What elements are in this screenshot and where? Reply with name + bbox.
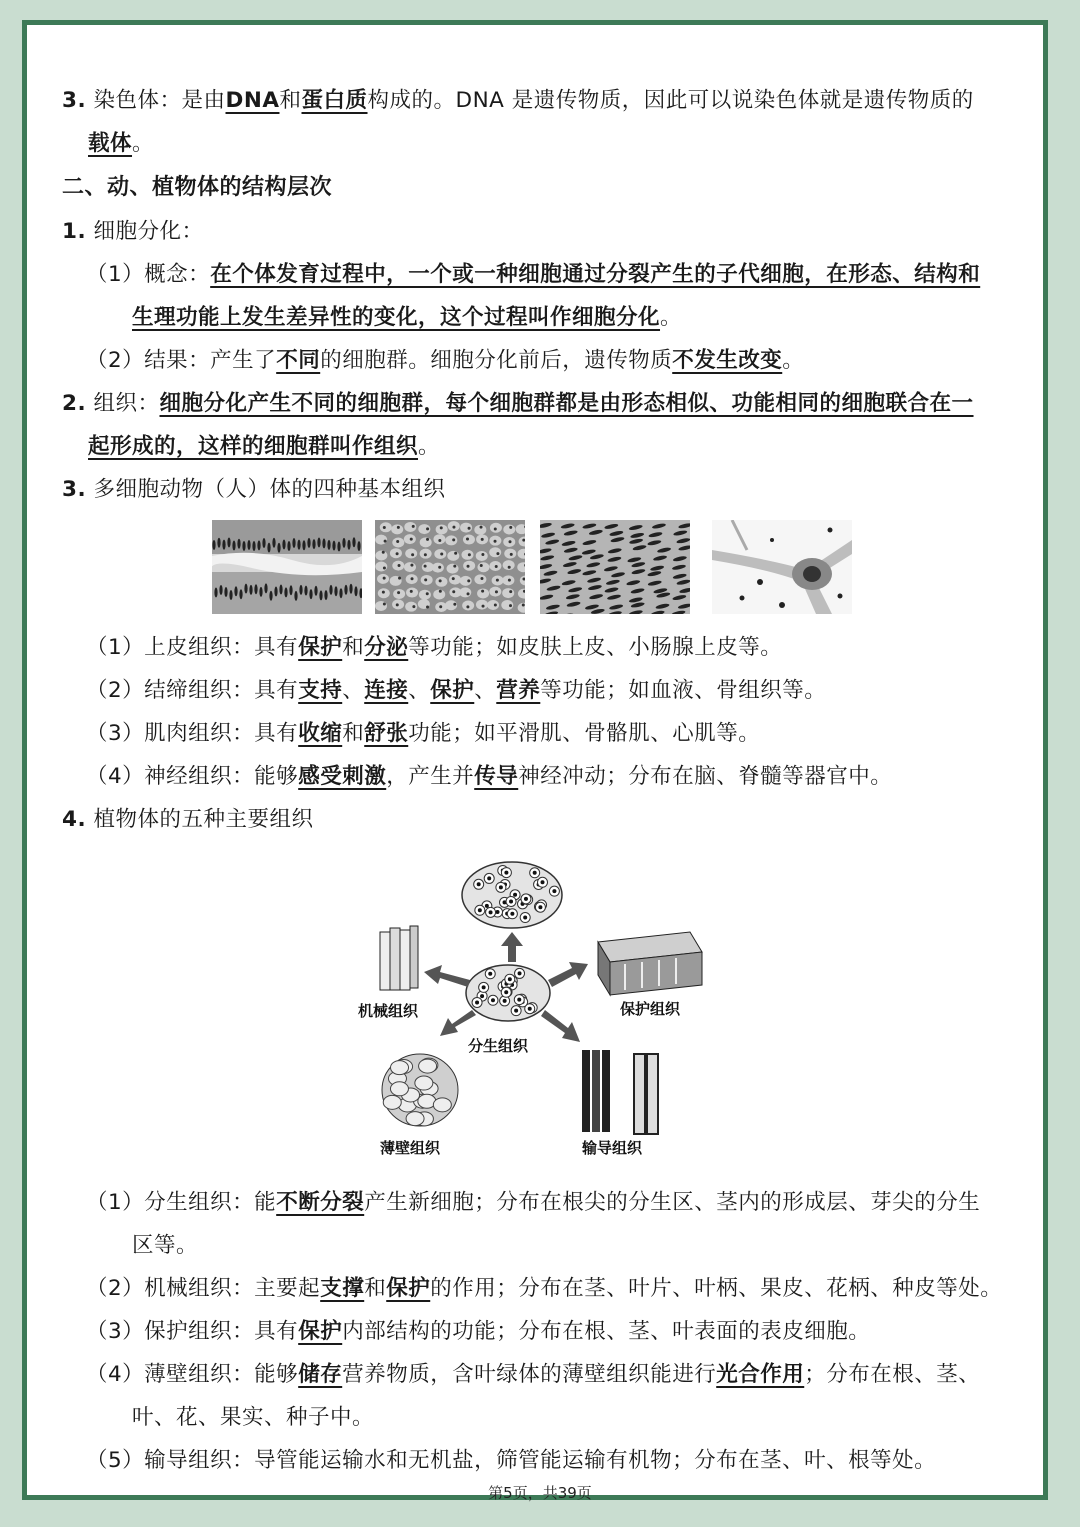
texture-mark [477, 562, 489, 572]
texture-mark [410, 564, 413, 567]
keyword: 分泌 [364, 635, 409, 660]
plant-item-mechanical [86, 1274, 1002, 1304]
texture-mark [324, 590, 327, 600]
texture-mark [294, 591, 297, 601]
texture-mark [339, 588, 342, 598]
keyword: 传导 [474, 764, 519, 789]
texture-mark [485, 904, 489, 908]
texture-mark [453, 565, 456, 568]
texture-mark [468, 553, 471, 556]
texture-mark [496, 552, 499, 555]
texture-mark [375, 551, 387, 561]
text-segment: 功能；如平滑肌、骨骼肌、心肌等。 [408, 721, 761, 746]
texture-mark [382, 551, 385, 554]
text-segment: （5）输导组织：导管能运输水和无机盐，筛管能运输有机物；分布在茎、叶、根等处。 [86, 1448, 937, 1473]
texture-mark [277, 543, 280, 553]
texture-mark [463, 535, 475, 545]
mechanical-tissue-drawing [380, 926, 418, 990]
texture-mark [439, 590, 442, 593]
texture-mark [478, 908, 482, 912]
texture-mark [454, 552, 457, 555]
texture-mark [480, 564, 483, 567]
texture-mark [249, 585, 252, 595]
meristem-derived-cells-top [462, 862, 562, 928]
texture-mark [227, 537, 230, 547]
texture-mark [508, 579, 511, 582]
texture-mark [509, 540, 512, 543]
texture-mark [396, 603, 399, 606]
keyword: 不断分裂 [276, 1190, 365, 1215]
keyword: 收缩 [298, 721, 343, 746]
texture-mark [382, 591, 385, 594]
texture-mark [467, 579, 470, 582]
differentiation-result: （2）结果：产生了不同的细胞群。细胞分化前后，遗传物质不发生改变。 [86, 348, 805, 373]
plant-item-meristem [86, 1188, 980, 1218]
texture-mark [254, 584, 257, 594]
texture-mark [476, 600, 488, 610]
texture-mark [332, 541, 335, 551]
texture-mark [312, 539, 315, 549]
texture-mark [252, 541, 255, 551]
texture-mark [482, 605, 485, 608]
texture-mark [489, 910, 493, 914]
texture-mark [282, 540, 285, 550]
label-meristem: 分生组织 [468, 1037, 529, 1055]
texture-mark [481, 538, 484, 541]
texture-mark [384, 540, 387, 543]
texture-mark [495, 590, 498, 593]
texture-mark [287, 541, 290, 551]
texture-mark [264, 583, 267, 593]
text-segment: 等功能；如血液、骨组织等。 [540, 678, 827, 703]
plant-item-conducting [86, 1446, 936, 1476]
texture-mark [509, 526, 512, 529]
texture-mark [334, 586, 337, 596]
nerve-tissue-image [712, 520, 852, 614]
keyword: 保护 [386, 1276, 431, 1301]
text-segment: ，产生并 [386, 764, 475, 789]
texture-mark [474, 574, 486, 584]
texture-mark [299, 585, 302, 595]
texture-mark [398, 577, 401, 580]
texture-mark [487, 876, 491, 880]
animal-item-epithelial [86, 633, 782, 663]
texture-mark [383, 566, 386, 569]
texture-mark [229, 590, 232, 600]
texture-mark [314, 586, 317, 596]
texture-mark [467, 565, 470, 568]
texture-mark [509, 899, 513, 903]
texture-mark [426, 538, 429, 541]
texture-mark [383, 603, 386, 606]
texture-mark [317, 537, 320, 547]
texture-mark [499, 885, 503, 889]
text-segment: 区等。 [132, 1233, 199, 1258]
texture-mark [342, 538, 345, 548]
texture-mark [412, 525, 415, 528]
text-segment: 神经冲动；分布在脑、脊髓等器官中。 [518, 764, 893, 789]
texture-mark [396, 552, 399, 555]
texture-mark [405, 549, 417, 559]
keyword: 支持 [298, 678, 343, 703]
connective-tissue-image [375, 520, 525, 614]
keyword: 储存 [298, 1362, 343, 1387]
texture-mark [397, 526, 400, 529]
texture-mark [476, 551, 488, 561]
texture-mark [224, 587, 227, 597]
texture-mark [432, 563, 444, 573]
texture-mark [495, 910, 499, 914]
texture-mark [375, 601, 387, 611]
texture-mark [420, 537, 432, 547]
keyword: 感受刺激 [298, 764, 387, 789]
texture-mark [347, 540, 350, 550]
text-segment: 营养物质，含叶绿体的薄壁组织能进行 [342, 1362, 717, 1387]
texture-mark [502, 588, 514, 598]
label-protective: 保护组织 [620, 1000, 681, 1018]
keyword: 舒张 [364, 721, 409, 746]
label-parenchyma: 薄壁组织 [380, 1139, 441, 1157]
texture-mark [481, 553, 484, 556]
keyword: 保护 [298, 1319, 343, 1344]
texture-mark [504, 871, 508, 875]
texture-mark [404, 562, 416, 572]
page-number: 第5页，共39页 [488, 1484, 592, 1502]
text-segment: 和 [364, 1276, 387, 1301]
texture-mark [397, 591, 400, 594]
texture-mark [482, 985, 486, 989]
muscle-tissue-image [540, 520, 690, 614]
texture-mark [411, 577, 414, 580]
keyword: 连接 [364, 678, 409, 703]
texture-mark [267, 543, 270, 553]
texture-mark [452, 590, 455, 593]
text-segment: （3）肌肉组织：具有 [86, 721, 299, 746]
texture-mark [440, 526, 443, 529]
text-segment: 内部结构的功能；分布在根、茎、叶表面的表皮细胞。 [342, 1319, 871, 1344]
texture-mark [461, 550, 473, 560]
texture-mark [329, 585, 332, 595]
texture-mark [322, 538, 325, 548]
plant-tissue-diagram [340, 850, 720, 1170]
texture-mark [375, 561, 387, 571]
texture-mark [406, 1112, 424, 1126]
texture-mark [292, 538, 295, 548]
texture-mark [419, 590, 431, 600]
texture-mark [459, 587, 471, 597]
meristem-cells-center [466, 965, 550, 1021]
keyword: 营养 [496, 678, 541, 703]
texture-mark [487, 600, 499, 610]
texture-mark [284, 587, 287, 597]
plant-tissues-title: 4. 植物体的五种主要组织 [62, 807, 314, 832]
texture-mark [247, 540, 250, 550]
texture-mark [447, 551, 459, 561]
texture-mark [219, 585, 222, 595]
texture-mark [452, 526, 455, 529]
texture-mark [426, 605, 429, 608]
text-segment: 和 [342, 721, 365, 746]
texture-mark [383, 526, 386, 529]
texture-mark [217, 538, 220, 548]
texture-mark [494, 527, 497, 530]
texture-mark [304, 586, 307, 596]
texture-mark [480, 526, 483, 529]
texture-mark [510, 553, 513, 556]
conducting-tissue-drawing [582, 1050, 658, 1134]
texture-mark [214, 587, 217, 597]
texture-mark [222, 540, 225, 550]
tissue-definition-cont: 起形成的，这样的细胞群叫作组织。 [88, 434, 441, 459]
texture-mark [503, 999, 507, 1003]
texture-mark [552, 889, 556, 893]
texture-mark [319, 590, 322, 600]
animal-item-connective [86, 676, 826, 706]
texture-mark [426, 592, 429, 595]
texture-mark [383, 577, 386, 580]
texture-mark [212, 540, 215, 550]
texture-mark [424, 565, 427, 568]
texture-mark [480, 577, 483, 580]
texture-mark [257, 540, 260, 550]
plant-item-parenchyma-cont [132, 1403, 374, 1433]
texture-mark [504, 990, 508, 994]
texture-mark [244, 584, 247, 594]
texture-mark [344, 585, 347, 595]
label-mechanical: 机械组织 [358, 1002, 419, 1020]
keyword: 保护 [430, 678, 475, 703]
texture-mark [307, 538, 310, 548]
texture-mark [513, 893, 517, 897]
texture-mark [517, 998, 521, 1002]
parenchyma-tissue-drawing [382, 1054, 458, 1126]
texture-mark [410, 538, 413, 541]
texture-mark [489, 547, 501, 557]
texture-mark [496, 579, 499, 582]
texture-mark [477, 882, 481, 886]
text-segment: （1）分生组织：能 [86, 1190, 277, 1215]
texture-mark [518, 971, 522, 975]
texture-mark [396, 540, 399, 543]
protective-tissue-drawing [598, 932, 702, 995]
texture-mark [357, 541, 360, 551]
texture-mark [410, 590, 413, 593]
keyword: 光合作用 [716, 1362, 805, 1387]
texture-mark [424, 578, 427, 581]
texture-mark [523, 916, 527, 920]
texture-mark [494, 540, 497, 543]
texture-mark [466, 605, 469, 608]
texture-mark [510, 912, 514, 916]
texture-mark [449, 575, 461, 585]
texture-mark [491, 998, 495, 1002]
texture-mark [445, 535, 457, 545]
texture-mark [439, 605, 442, 608]
texture-mark [508, 977, 512, 981]
texture-mark [524, 897, 528, 901]
keyword: 保护 [298, 635, 343, 660]
epithelial-tissue-image [212, 520, 362, 614]
text-segment: 、 [408, 678, 431, 703]
text-segment: 产生新细胞；分布在根尖的分生区、茎内的形成层、芽尖的分生 [364, 1190, 981, 1215]
text-segment: 、 [342, 678, 365, 703]
keyword: 支撑 [320, 1276, 365, 1301]
texture-mark [503, 524, 515, 534]
texture-mark [352, 537, 355, 547]
texture-mark [438, 539, 441, 542]
text-segment: 等功能；如皮肤上皮、小肠腺上皮等。 [408, 635, 783, 660]
texture-mark [411, 553, 414, 556]
texture-mark [426, 527, 429, 530]
texture-mark [232, 541, 235, 551]
texture-mark [272, 538, 275, 548]
differentiation-concept-cont: 生理功能上发生差异性的变化，这个过程叫作细胞分化。 [132, 305, 683, 330]
texture-mark [467, 592, 470, 595]
texture-mark [391, 524, 403, 534]
texture-mark [337, 542, 340, 552]
texture-mark [391, 1061, 409, 1075]
texture-mark [453, 603, 456, 606]
label-conducting: 输导组织 [582, 1139, 643, 1157]
texture-mark [259, 587, 262, 597]
texture-mark [509, 590, 512, 593]
texture-mark [242, 541, 245, 551]
texture-mark [509, 604, 512, 607]
texture-mark [439, 579, 442, 582]
differentiation-concept: （1）概念：在个体发育过程中，一个或一种细胞通过分裂产生的子代细胞，在形态、结构和 [86, 262, 981, 287]
texture-mark [279, 585, 282, 595]
text-segment: 和 [342, 635, 365, 660]
texture-mark [495, 565, 498, 568]
texture-mark [289, 585, 292, 595]
plant-item-parenchyma [86, 1360, 980, 1390]
texture-mark [435, 577, 447, 587]
chromosome-line-1: 3. 染色体：是由DNA和蛋白质构成的。DNA 是遗传物质，因此可以说染色体就是遗传物质的 [62, 88, 974, 113]
animal-tissues-title: 3. 多细胞动物（人）体的四种基本组织 [62, 477, 446, 502]
texture-mark [452, 538, 455, 541]
texture-mark [297, 540, 300, 550]
texture-mark [274, 587, 277, 597]
plant-item-meristem-cont [132, 1231, 198, 1261]
texture-mark [412, 605, 415, 608]
texture-mark [239, 589, 242, 599]
texture-mark [302, 540, 305, 550]
texture-mark [541, 880, 545, 884]
texture-mark [349, 584, 352, 594]
texture-mark [466, 538, 469, 541]
texture-mark [447, 564, 459, 574]
text-segment: 、 [474, 678, 497, 703]
chromosome-line-2: 载体。 [88, 131, 155, 156]
texture-mark [237, 539, 240, 549]
text-segment: ；分布在根、茎、 [804, 1362, 981, 1387]
texture-mark [494, 603, 497, 606]
texture-mark [327, 540, 330, 550]
texture-mark [383, 1095, 401, 1109]
texture-mark [269, 591, 272, 601]
texture-mark [398, 564, 401, 567]
texture-mark [440, 553, 443, 556]
texture-mark [262, 538, 265, 548]
texture-mark [508, 566, 511, 569]
texture-mark [452, 577, 455, 580]
texture-mark [436, 524, 448, 534]
texture-mark [354, 586, 357, 596]
text-segment: （4）神经组织：能够 [86, 764, 299, 789]
section-heading: 二、动、植物体的结构层次 [62, 175, 333, 200]
differentiation-title: 1. 细胞分化： [62, 219, 204, 244]
texture-mark [528, 1007, 532, 1011]
plant-item-protective [86, 1317, 870, 1347]
text-segment: （4）薄壁组织：能够 [86, 1362, 299, 1387]
text-segment: （2）结缔组织：具有 [86, 678, 299, 703]
texture-mark [234, 586, 237, 596]
texture-mark [415, 1076, 433, 1090]
animal-item-nerve [86, 762, 892, 792]
texture-mark [309, 589, 312, 599]
tissue-definition: 2. 组织：细胞分化产生不同的细胞群，每个细胞群都是由形态相似、功能相同的细胞联合在一 [62, 391, 974, 416]
texture-mark [480, 994, 484, 998]
texture-mark [424, 553, 427, 556]
text-segment: 叶、花、果实、种子中。 [132, 1405, 375, 1430]
texture-mark [522, 604, 525, 607]
texture-mark [514, 1009, 518, 1013]
texture-mark [433, 1098, 451, 1112]
text-segment: （1）上皮组织：具有 [86, 635, 299, 660]
texture-mark [533, 871, 537, 875]
text-segment: 的作用；分布在茎、叶片、叶柄、果皮、花柄、种皮等处。 [430, 1276, 1003, 1301]
text-segment: （2）机械组织：主要起 [86, 1276, 321, 1301]
texture-mark [390, 1082, 408, 1096]
texture-mark [419, 1059, 437, 1073]
texture-mark [468, 527, 471, 530]
animal-item-muscle [86, 719, 760, 749]
texture-mark [488, 972, 492, 976]
texture-mark [481, 590, 484, 593]
text-segment: （3）保护组织：具有 [86, 1319, 299, 1344]
texture-mark [438, 566, 441, 569]
texture-mark [475, 1000, 479, 1004]
texture-mark [538, 905, 542, 909]
